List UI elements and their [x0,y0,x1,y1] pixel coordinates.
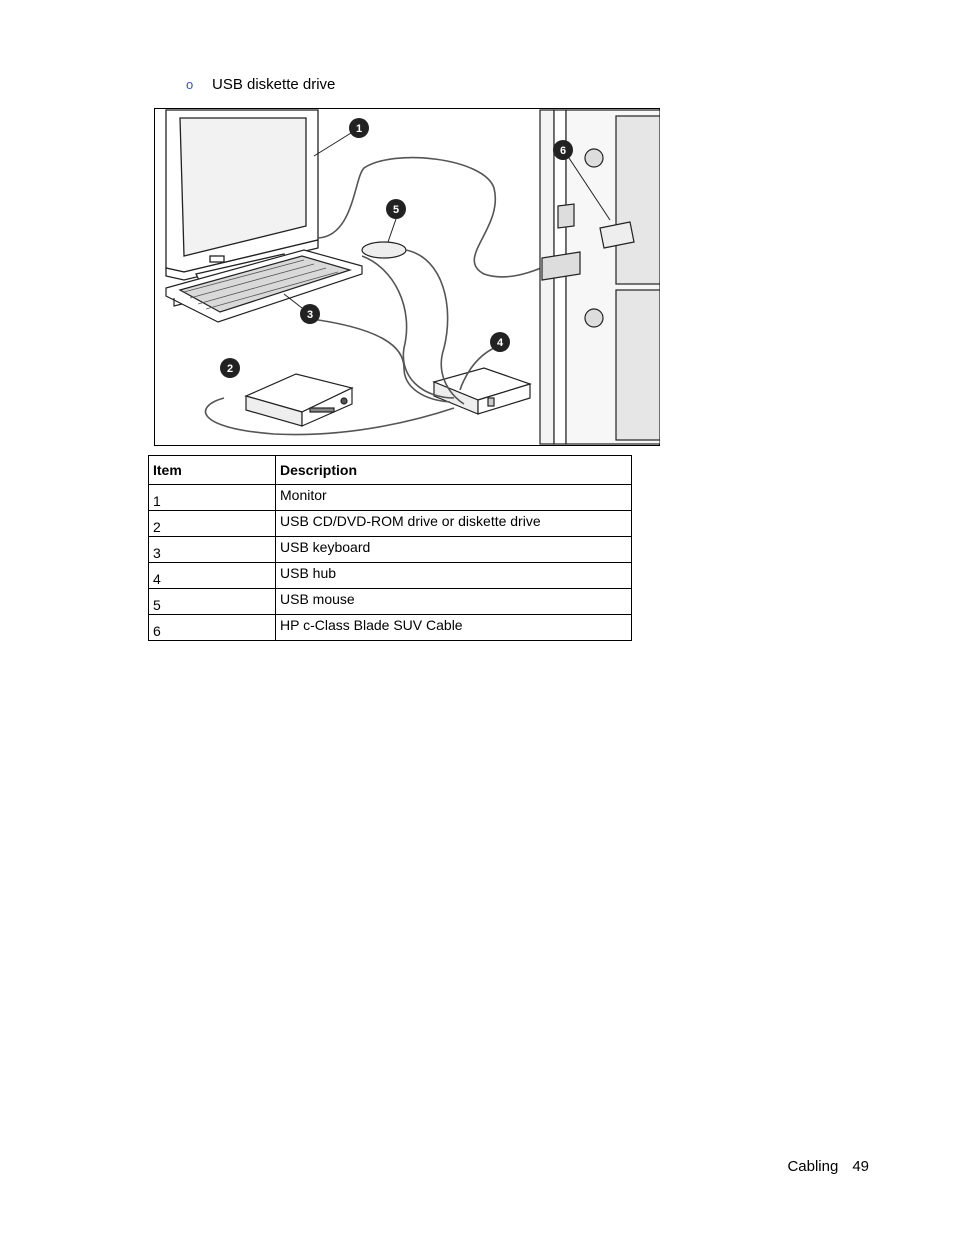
callout-6: 6 [559,145,567,157]
callout-3: 3 [306,309,314,321]
table-row [149,485,632,511]
mouse-drawing [362,242,406,258]
row-description: Monitor [276,485,632,511]
row-description: HP c-Class Blade SUV Cable [276,615,632,641]
row-item: 3 [149,537,276,563]
callout-4: 4 [496,337,504,349]
row-item: 2 [149,511,276,537]
table-row [149,615,632,641]
page-footer [787,1158,869,1175]
footer-section: Cabling [787,1158,839,1175]
row-item: 4 [149,563,276,589]
legend-table [148,455,632,641]
bullet-marker: o [186,77,194,92]
row-item: 6 [149,615,276,641]
header-description: Description [276,456,632,485]
blade-enclosure-drawing [540,110,660,444]
header-item: Item [149,456,276,485]
table-row [149,511,632,537]
table-row [149,589,632,615]
table-header-row [149,456,632,485]
bullet-text: USB diskette drive [212,76,336,93]
callout-2: 2 [226,363,234,375]
table-row [149,537,632,563]
row-description: USB keyboard [276,537,632,563]
table-row [149,563,632,589]
callout-5: 5 [392,204,400,216]
page-number: 49 [852,1158,869,1175]
row-item: 1 [149,485,276,511]
cabling-illustration [154,108,660,446]
row-description: USB CD/DVD-ROM drive or diskette drive [276,511,632,537]
callout-1: 1 [355,123,363,135]
row-description: USB hub [276,563,632,589]
bullet-item [186,76,335,93]
row-description: USB mouse [276,589,632,615]
row-item: 5 [149,589,276,615]
